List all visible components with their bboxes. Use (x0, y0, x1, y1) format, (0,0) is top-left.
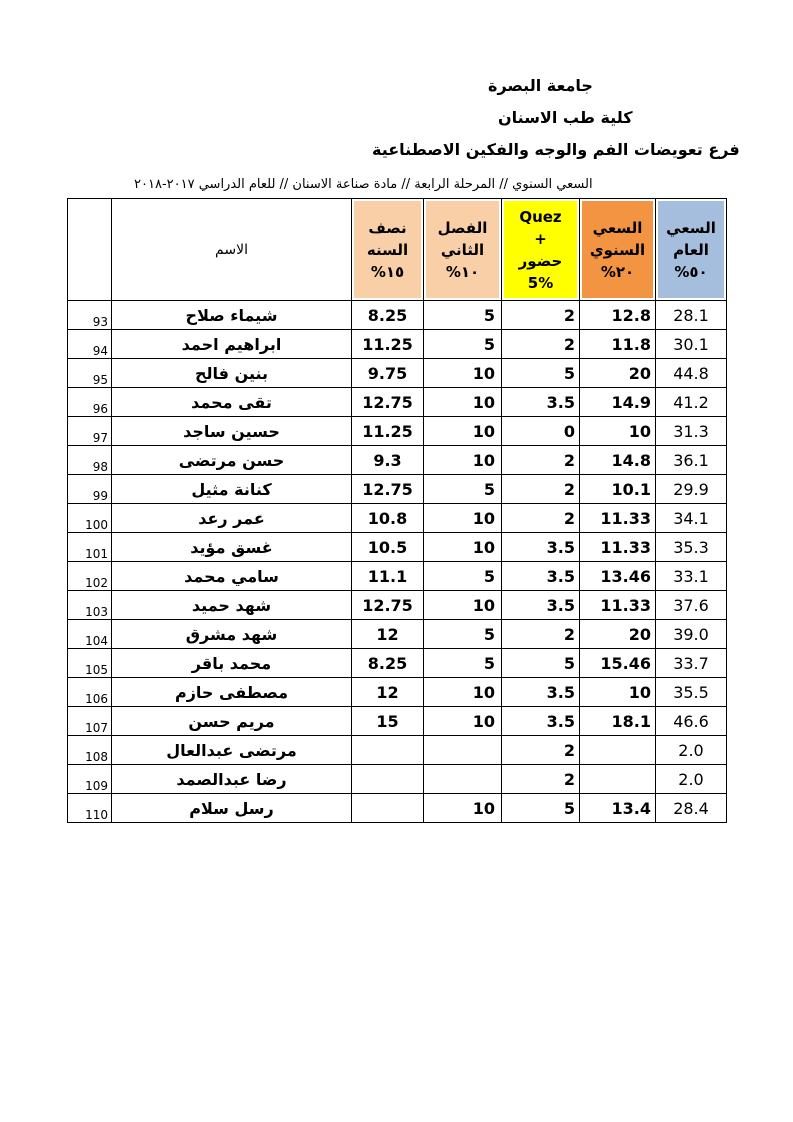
quiz-attendance-score-cell: 2 (502, 620, 580, 649)
second-term-score-cell: 10 (424, 533, 502, 562)
annual-score-cell: 14.8 (580, 446, 656, 475)
general-score-cell: 2.0 (656, 765, 727, 794)
header-annual-line2: السنوي (589, 240, 646, 259)
header-midyear-line2: السنه (366, 240, 409, 259)
midyear-score-cell: 12.75 (352, 591, 424, 620)
general-score-cell: 36.1 (656, 446, 727, 475)
student-name-cell: مصطفى حازم (112, 678, 352, 707)
table-row (68, 301, 727, 330)
general-score-cell: 44.8 (656, 359, 727, 388)
general-score-cell: 29.9 (656, 475, 727, 504)
general-score-cell: 28.4 (656, 794, 727, 823)
general-score-cell: 2.0 (656, 736, 727, 765)
midyear-score-cell (352, 794, 424, 823)
general-score-cell: 30.1 (656, 330, 727, 359)
quiz-attendance-score-cell: 3.5 (502, 388, 580, 417)
table-row (68, 678, 727, 707)
row-number-cell: 98 (68, 446, 112, 475)
second-term-score-cell: 10 (424, 446, 502, 475)
general-score-cell: 41.2 (656, 388, 727, 417)
student-name-cell: تقى محمد (112, 388, 352, 417)
student-name-cell: عمر رعد (112, 504, 352, 533)
student-name-cell: شهد حميد (112, 591, 352, 620)
second-term-score-cell: 10 (424, 794, 502, 823)
midyear-score-cell: 10.5 (352, 533, 424, 562)
header-second-term-line2: الثاني (440, 240, 485, 259)
table-header-row (68, 199, 727, 301)
quiz-attendance-score-cell: 3.5 (502, 678, 580, 707)
second-term-score-cell: 10 (424, 359, 502, 388)
annual-score-cell: 18.1 (580, 707, 656, 736)
midyear-score-cell: 11.25 (352, 330, 424, 359)
table-row (68, 533, 727, 562)
second-term-score-cell: 5 (424, 620, 502, 649)
header-midyear-bg (354, 201, 421, 298)
row-number-cell: 110 (68, 794, 112, 823)
midyear-score-cell: 12.75 (352, 475, 424, 504)
annual-score-cell: 20 (580, 620, 656, 649)
quiz-attendance-score-cell: 0 (502, 417, 580, 446)
row-number-cell: 96 (68, 388, 112, 417)
quiz-attendance-score-cell: 2 (502, 736, 580, 765)
midyear-score-cell: 12 (352, 678, 424, 707)
row-number-cell: 106 (68, 678, 112, 707)
table-row (68, 359, 727, 388)
second-term-score-cell (424, 736, 502, 765)
second-term-score-cell: 5 (424, 562, 502, 591)
annual-score-cell: 11.33 (580, 591, 656, 620)
second-term-score-cell: 10 (424, 504, 502, 533)
table-row (68, 736, 727, 765)
row-number-cell: 93 (68, 301, 112, 330)
general-score-cell: 37.6 (656, 591, 727, 620)
header-number-cell (68, 199, 112, 301)
annual-score-cell: 10 (580, 417, 656, 446)
annual-score-cell (580, 736, 656, 765)
header-second-term-line3: %١٠ (445, 262, 480, 281)
header-quiz-line4: 5% (527, 273, 554, 292)
annual-score-cell: 20 (580, 359, 656, 388)
row-number-cell: 100 (68, 504, 112, 533)
second-term-score-cell: 10 (424, 417, 502, 446)
header-annual-line3: %٢٠ (600, 262, 635, 281)
header-general-line1: السعي (666, 218, 716, 237)
table-row (68, 620, 727, 649)
general-score-cell: 33.1 (656, 562, 727, 591)
midyear-score-cell (352, 765, 424, 794)
quiz-attendance-score-cell: 2 (502, 330, 580, 359)
annual-score-cell: 15.46 (580, 649, 656, 678)
midyear-score-cell: 8.25 (352, 301, 424, 330)
midyear-score-cell: 11.1 (352, 562, 424, 591)
table-row (68, 562, 727, 591)
second-term-score-cell: 5 (424, 301, 502, 330)
second-term-score-cell: 5 (424, 649, 502, 678)
second-term-score-cell: 5 (424, 330, 502, 359)
college-name: كلية طب الاسنان (498, 108, 633, 127)
annual-score-cell: 10 (580, 678, 656, 707)
header-quiz-line1: Quez (519, 207, 562, 226)
second-term-score-cell: 10 (424, 591, 502, 620)
quiz-attendance-score-cell: 5 (502, 359, 580, 388)
quiz-attendance-score-cell: 3.5 (502, 562, 580, 591)
quiz-attendance-score-cell: 2 (502, 301, 580, 330)
midyear-score-cell: 10.8 (352, 504, 424, 533)
quiz-attendance-score-cell: 2 (502, 475, 580, 504)
student-name-cell: حسن مرتضى (112, 446, 352, 475)
header-annual-line1: السعي (592, 218, 643, 237)
midyear-score-cell: 9.75 (352, 359, 424, 388)
header-quiz-cell (502, 199, 580, 301)
student-name-cell: كنانة مثيل (112, 475, 352, 504)
table-row (68, 649, 727, 678)
row-number-cell: 108 (68, 736, 112, 765)
table-row (68, 330, 727, 359)
student-name-cell: ابراهيم احمد (112, 330, 352, 359)
header-second-term-bg (426, 201, 499, 298)
quiz-attendance-score-cell: 3.5 (502, 591, 580, 620)
midyear-score-cell: 9.3 (352, 446, 424, 475)
student-name-cell: سامي محمد (112, 562, 352, 591)
general-score-cell: 33.7 (656, 649, 727, 678)
midyear-score-cell (352, 736, 424, 765)
student-name-cell: مرتضى عبدالعال (112, 736, 352, 765)
header-midyear-cell (352, 199, 424, 301)
table-row (68, 388, 727, 417)
row-number-cell: 104 (68, 620, 112, 649)
general-score-cell: 39.0 (656, 620, 727, 649)
row-number-cell: 103 (68, 591, 112, 620)
row-number-cell: 97 (68, 417, 112, 446)
row-number-cell: 94 (68, 330, 112, 359)
header-quiz-line3: حضور (518, 251, 563, 270)
university-name: جامعة البصرة (488, 76, 593, 95)
annual-score-cell (580, 765, 656, 794)
student-name-cell: شيماء صلاح (112, 301, 352, 330)
general-score-cell: 46.6 (656, 707, 727, 736)
table-row (68, 794, 727, 823)
second-term-score-cell: 5 (424, 475, 502, 504)
general-score-cell: 34.1 (656, 504, 727, 533)
student-name-cell: محمد باقر (112, 649, 352, 678)
quiz-attendance-score-cell: 5 (502, 649, 580, 678)
sheet-subtitle: السعي السنوي // المرحلة الرابعة // مادة صناعة الاسنان // للعام الدراسي ٢٠١٧-٢٠١٨ (134, 177, 593, 192)
student-name-cell: غسق مؤيد (112, 533, 352, 562)
student-name-cell: مريم حسن (112, 707, 352, 736)
table-row (68, 504, 727, 533)
midyear-score-cell: 12.75 (352, 388, 424, 417)
grades-table (67, 198, 727, 823)
header-general-bg (658, 201, 724, 298)
header-second-term-line1: الفصل (437, 218, 488, 237)
header-annual-bg (582, 201, 653, 298)
student-name-cell: شهد مشرق (112, 620, 352, 649)
midyear-score-cell: 11.25 (352, 417, 424, 446)
general-score-cell: 31.3 (656, 417, 727, 446)
header-general-line2: العام (673, 240, 709, 259)
second-term-score-cell: 10 (424, 707, 502, 736)
student-name-cell: بنين فالح (112, 359, 352, 388)
annual-score-cell: 11.33 (580, 504, 656, 533)
quiz-attendance-score-cell: 2 (502, 504, 580, 533)
row-number-cell: 99 (68, 475, 112, 504)
header-second-term-cell (424, 199, 502, 301)
general-score-cell: 35.3 (656, 533, 727, 562)
table-row (68, 417, 727, 446)
header-midyear-line3: %١٥ (370, 262, 405, 281)
annual-score-cell: 13.4 (580, 794, 656, 823)
table-row (68, 707, 727, 736)
annual-score-cell: 14.9 (580, 388, 656, 417)
second-term-score-cell: 10 (424, 388, 502, 417)
annual-score-cell: 11.8 (580, 330, 656, 359)
row-number-cell: 109 (68, 765, 112, 794)
row-number-cell: 101 (68, 533, 112, 562)
row-number-cell: 107 (68, 707, 112, 736)
quiz-attendance-score-cell: 2 (502, 446, 580, 475)
header-quiz-bg (504, 201, 577, 298)
annual-score-cell: 12.8 (580, 301, 656, 330)
student-name-cell: رضا عبدالصمد (112, 765, 352, 794)
midyear-score-cell: 15 (352, 707, 424, 736)
header-midyear-line1: نصف (368, 218, 407, 237)
second-term-score-cell: 10 (424, 678, 502, 707)
annual-score-cell: 13.46 (580, 562, 656, 591)
quiz-attendance-score-cell: 3.5 (502, 533, 580, 562)
table-row (68, 765, 727, 794)
header-annual-cell (580, 199, 656, 301)
midyear-score-cell: 12 (352, 620, 424, 649)
row-number-cell: 95 (68, 359, 112, 388)
annual-score-cell: 10.1 (580, 475, 656, 504)
table-body (68, 301, 727, 823)
header-quiz-line2: + (534, 229, 547, 248)
second-term-score-cell (424, 765, 502, 794)
header-general-line3: %٥٠ (674, 262, 708, 281)
department-name: فرع تعويضات الفم والوجه والفكين الاصطناعية (372, 140, 740, 159)
header-name-cell: الاسم (112, 199, 352, 301)
header-general-cell (656, 199, 727, 301)
quiz-attendance-score-cell: 5 (502, 794, 580, 823)
table-row (68, 475, 727, 504)
student-name-cell: حسين ساجد (112, 417, 352, 446)
quiz-attendance-score-cell: 3.5 (502, 707, 580, 736)
annual-score-cell: 11.33 (580, 533, 656, 562)
quiz-attendance-score-cell: 2 (502, 765, 580, 794)
table-row (68, 446, 727, 475)
general-score-cell: 35.5 (656, 678, 727, 707)
midyear-score-cell: 8.25 (352, 649, 424, 678)
row-number-cell: 105 (68, 649, 112, 678)
student-name-cell: رسل سلام (112, 794, 352, 823)
table-row (68, 591, 727, 620)
general-score-cell: 28.1 (656, 301, 727, 330)
row-number-cell: 102 (68, 562, 112, 591)
